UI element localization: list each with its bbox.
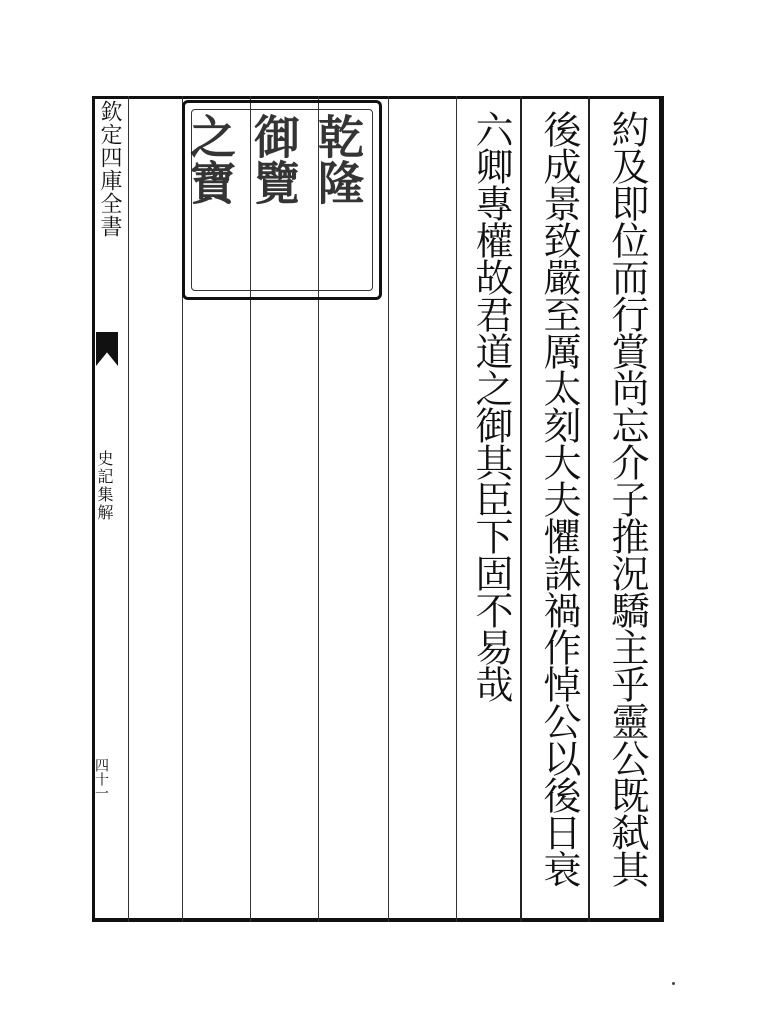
column-rule [520, 96, 522, 922]
imperial-seal [182, 100, 382, 300]
seal-glyph: 御覽 [247, 113, 301, 205]
column-rule [128, 96, 129, 922]
column-rule [588, 96, 590, 922]
seal-glyph: 乾隆 [311, 113, 365, 205]
fold-page-number: 四十一 [93, 758, 109, 800]
text-column-2: 後成景致嚴至厲太刻大夫懼誅禍作悼公以後日衰 [537, 110, 581, 887]
column-rule [388, 96, 389, 922]
text-column-1: 約及即位而行賞尚忘介子推況驕主乎靈公既弑其 [605, 110, 649, 887]
text-column-3: 六卿專權故君道之御其臣下固不易哉 [469, 110, 513, 702]
seal-glyph: 之寶 [183, 113, 237, 205]
column-rule [456, 96, 457, 922]
speck [672, 982, 675, 985]
fold-title: 欽定四庫全書 [97, 100, 122, 238]
fold-book-title: 史記集解 [95, 450, 114, 522]
